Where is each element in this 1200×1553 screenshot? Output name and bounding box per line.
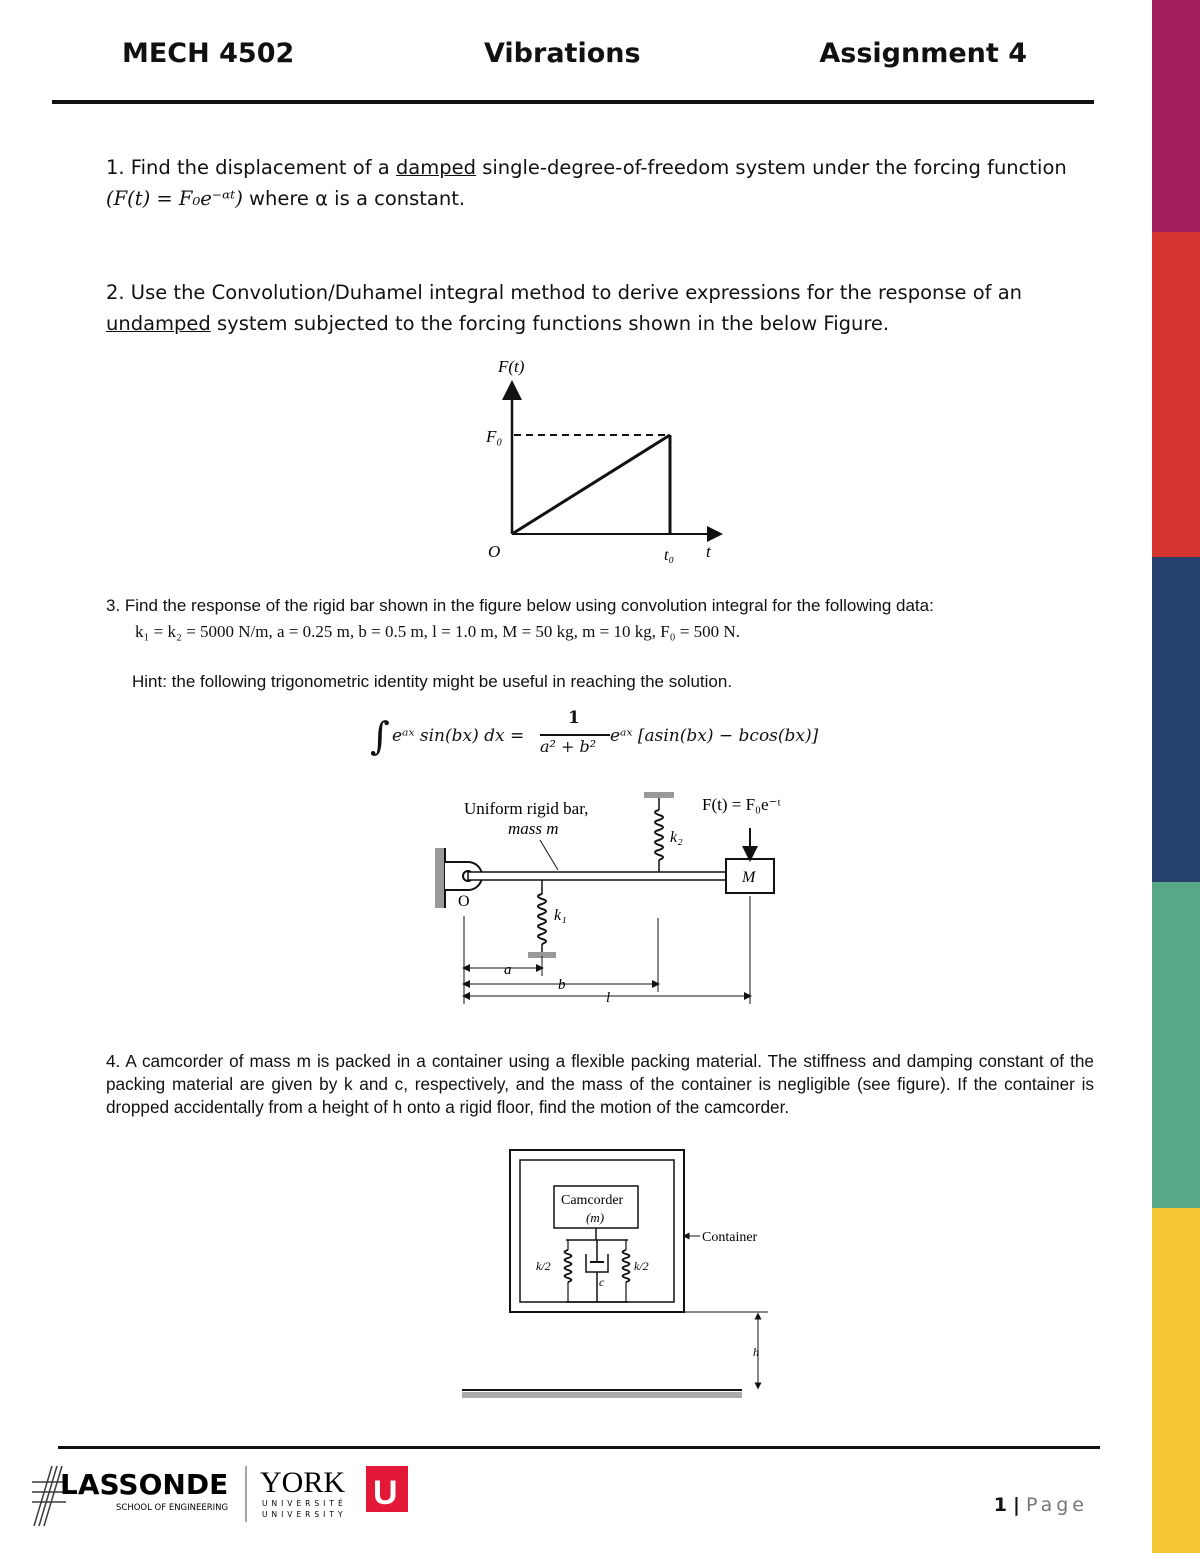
label-a: a (504, 962, 512, 978)
integral-sign: ∫ (370, 714, 390, 758)
label-b: b (558, 977, 566, 993)
lassonde-york-logo (30, 1462, 420, 1532)
question-4-text: 4. A camcorder of mass m is packed in a container using a flexible packing material. The stiffness and damping constant of the packing material are given by k and c, respectively, and the mass of the container is negligible (see figure). If the container is dropped accidentally from a height of h onto a rigid floor, find the motion of the camcorder. (106, 1051, 1094, 1117)
lassonde-subtitle: SCHOOL OF ENGINEERING (116, 1503, 229, 1513)
ramp-force-figure (470, 352, 740, 572)
camcorder-mass-label: (m) (586, 1210, 605, 1225)
question-1 (106, 152, 1096, 214)
bar-label-line-2: mass m (508, 819, 559, 838)
question-3-data: k₁ = k₂ = 5000 N/m, a = 0.25 m, b = 0.5 m, l = 1.0 m, M = 50 kg, m = 10 kg, F₀ = 500 N. (135, 622, 740, 641)
university-text: UNIVERSITY (262, 1510, 347, 1519)
label-h: h (753, 1345, 759, 1359)
spring-k2 (655, 810, 663, 860)
camcorder-label: Camcorder (561, 1193, 624, 1208)
floor-hatch (462, 1392, 742, 1398)
label-k-right: k/2 (634, 1259, 649, 1273)
page-number (994, 1494, 1088, 1516)
question-2 (106, 277, 1096, 339)
label-k2: k₂ (670, 829, 683, 846)
color-block-green (1152, 882, 1200, 1208)
formula-rhs: eᵃˣ [asin(bx) − bcos(bx)] (610, 726, 819, 746)
bar-label-line-1: Uniform rigid bar, (464, 799, 589, 818)
label-O: O (458, 893, 470, 910)
q2-line-2: undamped system subjected to the forcing functions shown in the below Figure. (106, 312, 890, 335)
universite-text: UNIVERSITÉ (262, 1499, 347, 1508)
camcorder-container-figure (458, 1146, 788, 1408)
rigid-bar (468, 872, 726, 880)
page-header (122, 38, 1027, 82)
color-block-magenta (1152, 0, 1200, 232)
rigid-bar-figure (430, 786, 820, 1010)
page-number-value: 1 (993, 1494, 1007, 1516)
trig-identity-formula (370, 708, 850, 768)
decorative-color-bar (1152, 0, 1200, 1553)
wall-hatch (435, 848, 445, 908)
question-3-text: 3. Find the response of the rigid bar shown in the figure below using convolution integral for the following data: (106, 596, 934, 615)
label-c: c (599, 1275, 605, 1289)
header-rule (52, 100, 1094, 104)
q1-line-2: (F(t) = F₀e⁻ᵅᵗ) where α is a constant. (106, 187, 466, 210)
york-u-letter: U (373, 1474, 398, 1512)
label-k-left: k/2 (536, 1259, 551, 1273)
color-block-red (1152, 232, 1200, 557)
hint-text: Hint: the following trigonometric identity might be useful in reaching the solution. (132, 672, 733, 691)
formula-denominator: a² + b² (540, 737, 597, 756)
page-word: Page (1026, 1494, 1088, 1516)
formula-numerator: 1 (568, 708, 580, 728)
container-label: Container (702, 1230, 758, 1245)
footer-rule (58, 1446, 1100, 1449)
label-origin: O (488, 542, 501, 561)
bar-label-leader (540, 840, 558, 870)
ylabel-F-t: F(t) (498, 357, 525, 376)
page-number-sep: | (1013, 1494, 1020, 1516)
label-k1: k₁ (554, 907, 567, 924)
label-F0: F₀ (486, 427, 503, 446)
fraction-bar (540, 734, 610, 736)
q1-line-1: 1. Find the displacement of a damped single-degree-of-freedom system under the forcing function (106, 156, 1067, 179)
york-wordmark: YORK (260, 1466, 346, 1499)
label-t: t (706, 542, 711, 561)
course-topic: Vibrations (484, 38, 641, 69)
color-block-yellow (1152, 1208, 1200, 1553)
label-t0: t₀ (664, 547, 675, 564)
formula-lhs: eᵃˣ sin(bx) dx = (392, 726, 525, 746)
course-code: MECH 4502 (122, 38, 295, 69)
ramp-line (512, 435, 670, 534)
q2-line-1: 2. Use the Convolution/Duhamel integral method to derive expressions for the response of an (106, 281, 1023, 304)
force-label: F(t) = F₀e⁻ᵗ (702, 795, 781, 814)
color-block-navy (1152, 557, 1200, 882)
label-l: l (606, 990, 611, 1006)
ceiling-hatch (644, 792, 674, 798)
assignment-title: Assignment 4 (819, 38, 1027, 69)
lassonde-wordmark: LASSONDE (60, 1468, 229, 1501)
label-M: M (742, 869, 756, 886)
spring-k1 (538, 894, 546, 944)
